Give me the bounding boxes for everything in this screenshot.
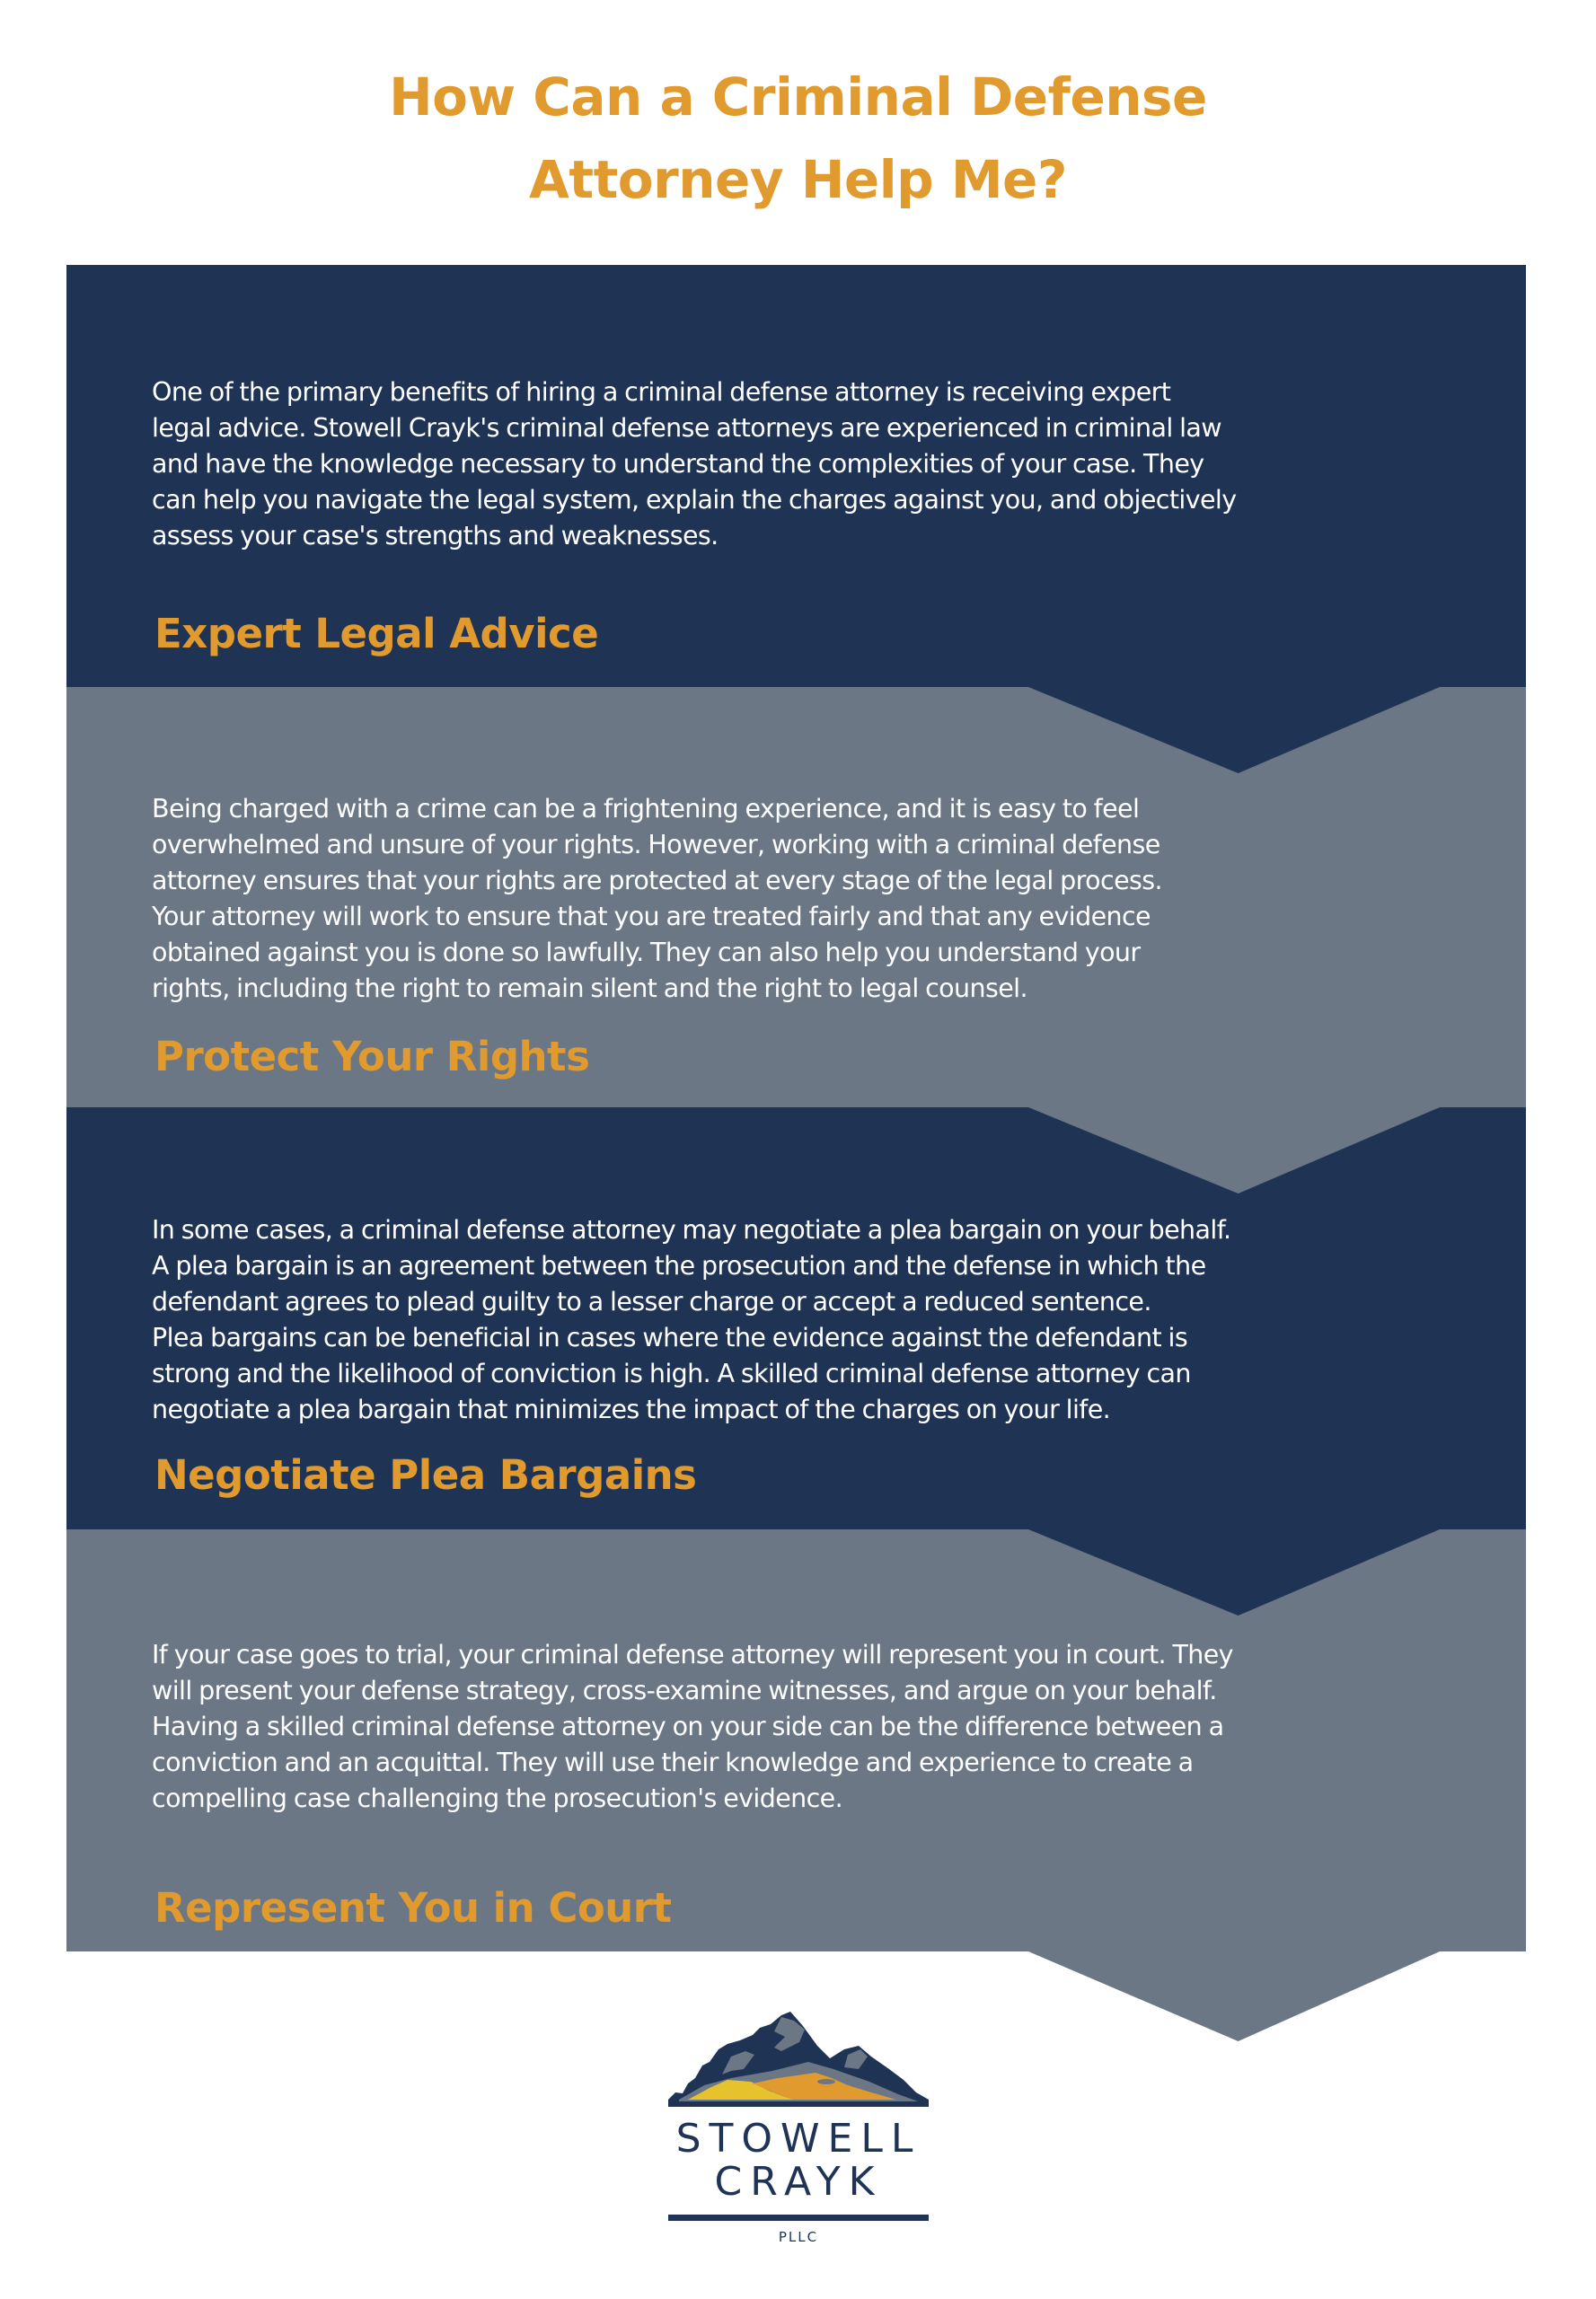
body-line: If your case goes to trial, your criminal defense attorney will represent you in court. They [152,1640,1233,1669]
body-line: Your attorney will work to ensure that you are treated fairly and that any evidence [152,902,1151,931]
logo-divider [668,2215,929,2221]
body-line: and have the knowledge necessary to understand the complexities of your case. They [152,449,1204,479]
page-title-line-1: How Can a Criminal Defense [389,66,1207,128]
chevron-down-icon [1028,687,1440,773]
section-body [152,791,1481,1007]
section-protect-your-rights [66,687,1526,1107]
body-line: conviction and an acquittal. They will use their knowledge and experience to create a [152,1748,1194,1777]
mountain-icon [668,2010,929,2110]
body-line: legal advice. Stowell Crayk's criminal defense attorneys are experienced in criminal law [152,413,1221,443]
body-line: One of the primary benefits of hiring a criminal defense attorney is receiving expert [152,377,1171,407]
body-line: obtained against you is done so lawfully. They can also help you understand your [152,938,1141,967]
logo-suffix: PLLC [778,2229,819,2245]
chevron-down-icon [1028,1529,1440,1616]
section-heading: Negotiate Plea Bargains [154,1451,697,1499]
section-body [152,1637,1481,1817]
section-expert-legal-advice [66,265,1526,687]
body-line: overwhelmed and unsure of your rights. However, working with a criminal defense [152,830,1160,859]
body-line: can help you navigate the legal system, explain the charges against you, and objectively [152,485,1237,515]
body-line: assess your case's strengths and weaknesses. [152,521,719,551]
page-title [0,56,1596,221]
body-line: attorney ensures that your rights are protected at every stage of the legal process. [152,866,1162,895]
section-heading: Protect Your Rights [154,1033,590,1080]
body-line: Being charged with a crime can be a frightening experience, and it is easy to feel [152,794,1140,824]
section-negotiate-plea-bargains [66,1107,1526,1529]
logo-name-line-1: STOWELL [675,2116,921,2162]
chevron-down-icon [1028,1107,1440,1194]
chevron-down-icon [1028,1951,1440,2041]
stowell-crayk-logo [668,2010,929,2261]
body-line: A plea bargain is an agreement between the prosecution and the defense in which the [152,1251,1206,1281]
body-line: negotiate a plea bargain that minimizes the impact of the charges on your life. [152,1395,1111,1424]
section-body [152,374,1481,554]
section-heading: Expert Legal Advice [154,610,599,657]
body-line: Having a skilled criminal defense attorney on your side can be the difference between a [152,1712,1224,1741]
body-line: will present your defense strategy, cross-examine witnesses, and argue on your behalf. [152,1676,1217,1705]
section-represent-you-in-court [66,1529,1526,1951]
body-line: In some cases, a criminal defense attorney may negotiate a plea bargain on your behalf. [152,1215,1231,1245]
body-line: compelling case challenging the prosecution's evidence. [152,1784,843,1813]
body-line: rights, including the right to remain silent and the right to legal counsel. [152,973,1027,1003]
body-line: Plea bargains can be beneficial in cases where the evidence against the defendant is [152,1323,1188,1352]
section-heading: Represent You in Court [154,1884,672,1932]
section-body [152,1212,1481,1428]
body-line: strong and the likelihood of conviction is high. A skilled criminal defense attorney can [152,1359,1191,1388]
logo-name-line-2: CRAYK [714,2159,883,2205]
body-line: defendant agrees to plead guilty to a lesser charge or accept a reduced sentence. [152,1287,1151,1317]
page-title-line-2: Attorney Help Me? [528,149,1068,210]
